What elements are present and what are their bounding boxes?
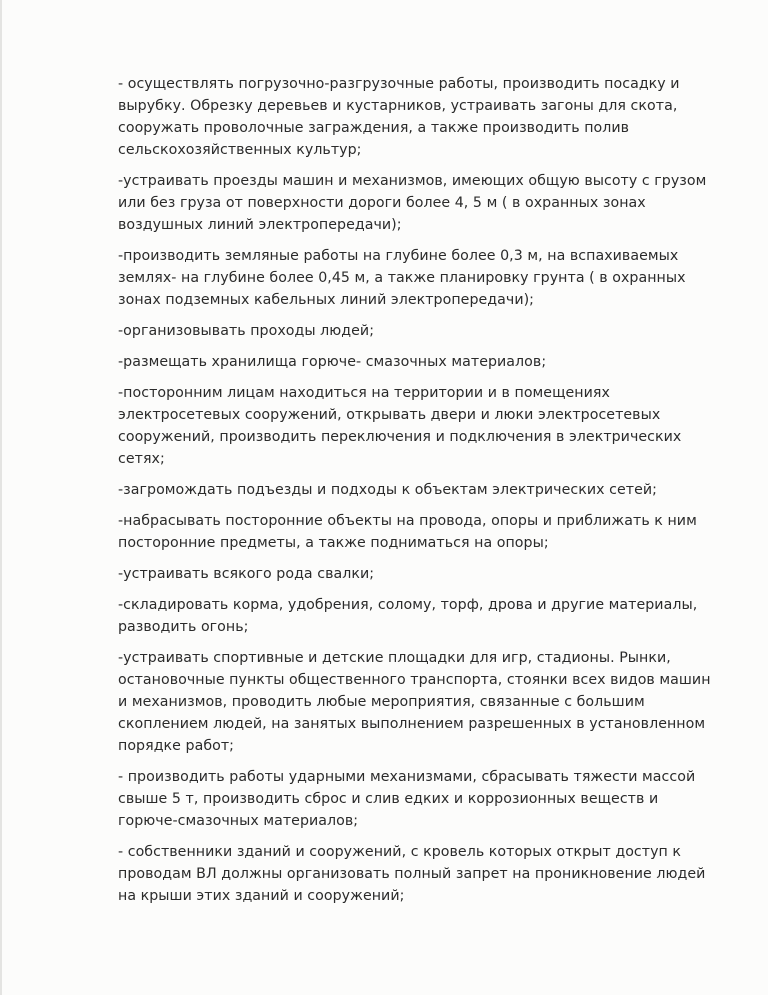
paragraph-fuel-storage: -размещать хранилища горюче- смазочных материалов;: [118, 354, 547, 370]
paragraph-throwing-objects: -набрасывать посторонние объекты на провода, опоры и приближать к ним посторонние предметы, а также подниматься на опоры;: [118, 513, 697, 551]
paragraph-unauthorized-persons: -посторонним лицам находиться на территории и в помещениях электросетевых сооружений, открывать двери и люки электросетевых сооружений, производить переключения и подключения в электрических сетях;: [118, 385, 682, 467]
document-body: [118, 73, 718, 916]
paragraph-loading-works: - осуществлять погрузочно-разгрузочные работы, производить посадку и вырубку. Обрезку деревьев и кустарников, устраивать загоны для скота, сооружать проволочные заграждения, а также производить полив сельскохозяйственных культур;: [118, 76, 680, 158]
paragraph-impact-works: - производить работы ударными механизмами, сбрасывать тяжести массой свыше 5 т, производить сброс и слив едких и коррозионных веществ и горюче-смазочных материалов;: [118, 769, 696, 829]
paragraph-vehicle-passages: -устраивать проезды машин и механизмов, имеющих общую высоту с грузом или без груза от поверхности дороги более 4, 5 м ( в охранных зонах воздушных линий электропередачи);: [118, 173, 707, 233]
paragraph-people-passages: -организовывать проходы людей;: [118, 323, 375, 339]
paragraph-storing-materials: -складировать корма, удобрения, солому, торф, дрова и другие материалы, разводить огонь;: [118, 597, 698, 635]
page-edge: [0, 0, 2, 995]
paragraph-earthworks: -производить земляные работы на глубине более 0,3 м, на вспахиваемых землях- на глубине более 0,45 м, а также планировку грунта ( в охранных зонах подземных кабельных линий электропередачи);: [118, 248, 686, 308]
paragraph-blocking-access: -загромождать подъезды и подходы к объектам электрических сетей;: [118, 482, 657, 498]
paragraph-building-owners: - собственники зданий и сооружений, с кровель которых открыт доступ к проводам ВЛ должны организовать полный запрет на проникновение людей на крыши этих зданий и сооружений;: [118, 844, 706, 904]
paragraph-playgrounds: -устраивать спортивные и детские площадки для игр, стадионы. Рынки, остановочные пункты общественного транспорта, стоянки всех видов машин и механизмов, проводить любые мероприятия, связанные с большим скоплением людей, на занятых выполнением разрешенных в установленном порядке работ;: [118, 650, 711, 754]
paragraph-dumps: -устраивать всякого рода свалки;: [118, 566, 375, 582]
